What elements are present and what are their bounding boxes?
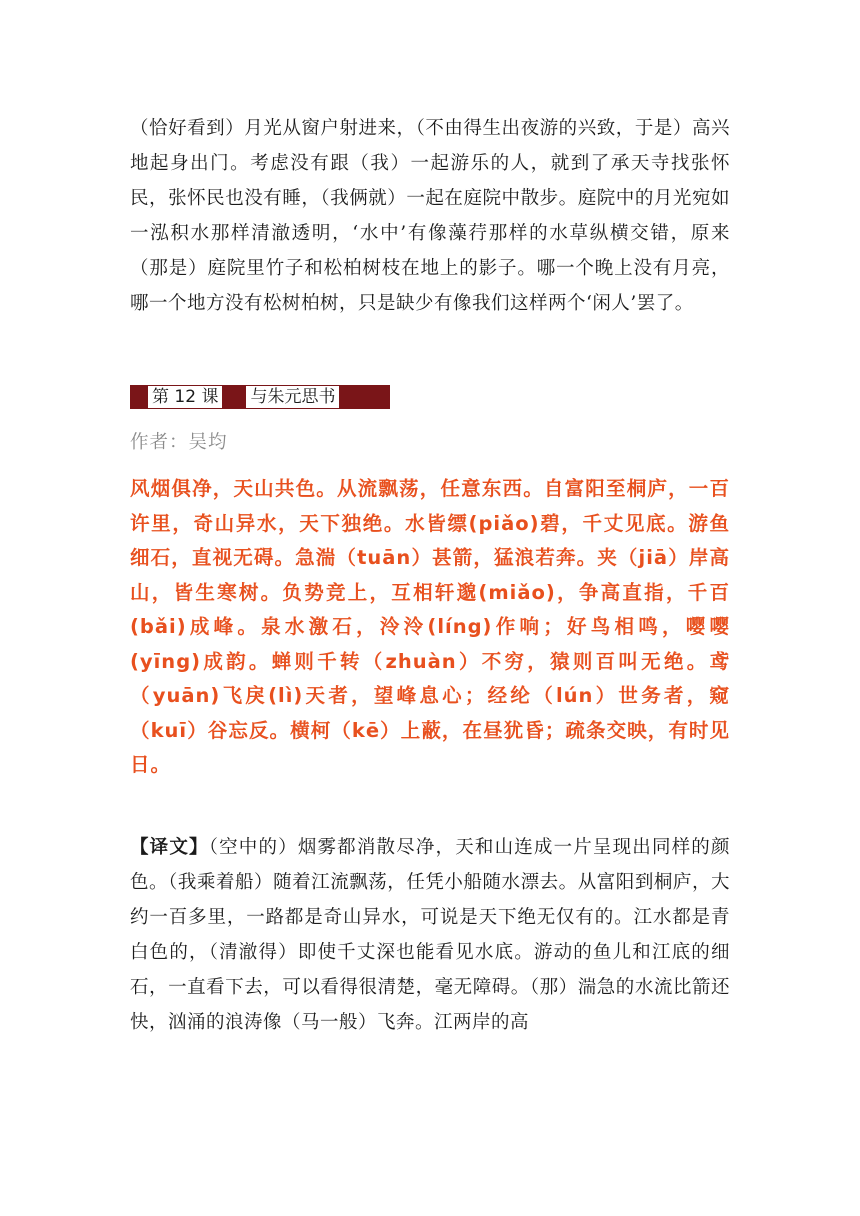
translation-paragraph-previous: （恰好看到）月光从窗户射进来，（不由得生出夜游的兴致，于是）高兴地起身出门。考虑没有跟（我）一起游乐的人，就到了承天寺找张怀民，张怀民也没有睡，（我俩就）一起在庭院中散步。庭院中的月光宛如一泓积水那样清澈透明，‘水中’有像藻荇那样的水草纵横交错，原来（那是）庭院里竹子和松柏树枝在地上的影子。哪一个晚上没有月亮，哪一个地方没有松树柏树，只是缺少有像我们这样两个‘闲人’罢了。 [130, 118, 730, 314]
author-line: 作者：吴均 [130, 432, 228, 453]
translation-text: （空中的）烟雾都消散尽净，天和山连成一片呈现出同样的颜色。（我乘着船）随着江流飘荡，任凭小船随水漂去。从富阳到桐庐，大约一百多里，一路都是奇山异水，可说是天下绝无仅有的。江水都是青白色的，（清澈得）即使千丈深也能看见水底。游动的鱼儿和江底的细石，一直看下去，可以看得很清楚，毫无障碍。（那）湍急的水流比箭还快，汹涌的浪涛像（马一般）飞奔。江两岸的高 [130, 837, 730, 1033]
original-text: 风烟俱净，天山共色。从流飘荡，任意东西。自富阳至桐庐，一百许里，奇山异水，天下独绝。水皆缥(piǎo)碧，千丈见底。游鱼细石，直视无碍。急湍（tuān）甚箭，猛浪若奔。夹（jiā）岸高山，皆生寒树。负势竞上，互相轩邈(miǎo)，争高直指，千百(bǎi)成峰。泉水激石，泠泠(líng)作响；好鸟相鸣，嘤嘤(yīng)成韵。蝉则千转（zhuàn）不穷，猿则百叫无绝。鸢（yuān)飞戾(lì)天者，望峰息心；经纶（lún）世务者，窥（kuī）谷忘反。横柯（kē）上蔽，在昼犹昏；疏条交映，有时见日。 [130, 477, 730, 776]
lesson-title: 与朱元思书 [246, 386, 339, 408]
lesson-header-bar [130, 385, 390, 409]
lesson-number: 第 12 课 [148, 386, 222, 408]
translation-paragraph [130, 830, 730, 1040]
translation-tag: 【译文】 [130, 837, 209, 858]
